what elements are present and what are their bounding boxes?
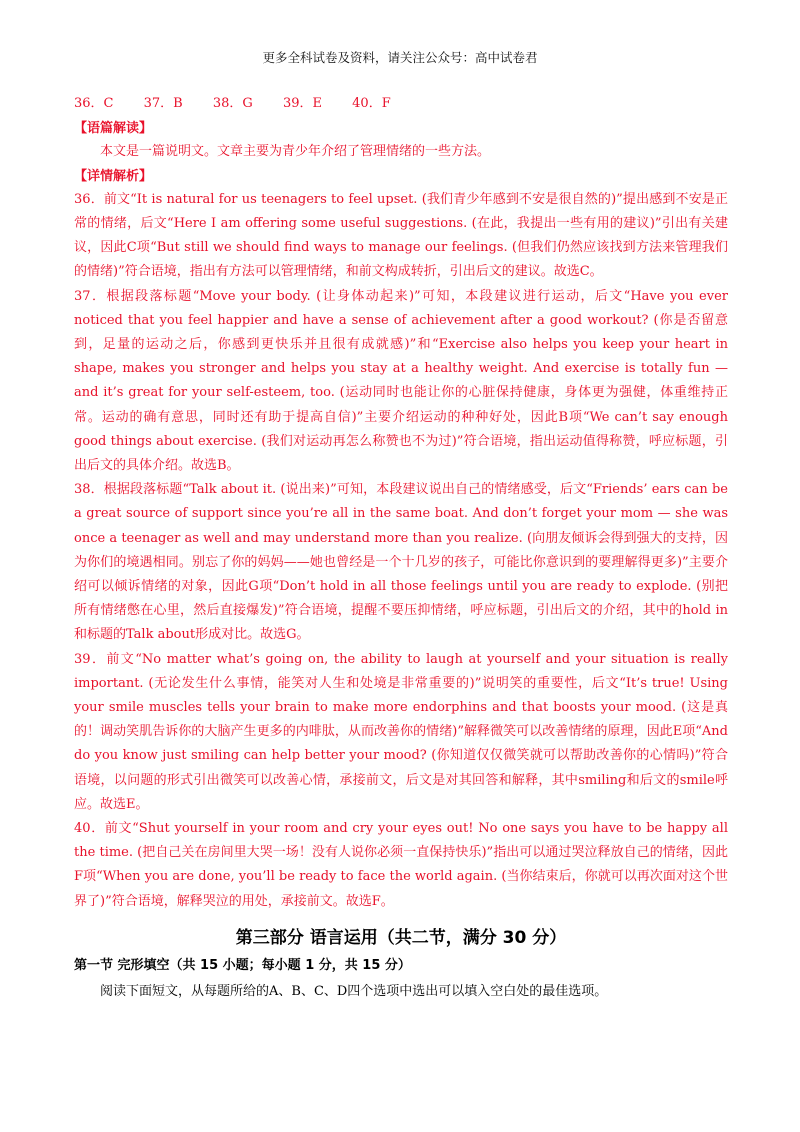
detailed-analysis-label: 【详情解析】 bbox=[74, 168, 153, 184]
answer-40: 40．F bbox=[352, 96, 391, 111]
explanation-37: 37．根据段落标题“Move your body. (让身体动起来)”可知，本段建议进行运动，后文“Have you ever noticed that you feel happier and have a sense of achievement after a good workout? (你是否留意到，足量的运动之后，你感到更快乐并且很有成就感)”和“Exercise also helps you keep your heart in shape, makes you stronger and helps you stay at a healthy weight. And exercise is totally fun — and it’s great for your self-esteem, too. (运动同时也能让你的心脏保持健康，身体更为强健，体重维持正常。运动的确有意思，同时还有助于提高自信)”主要介绍运动的种种好处，因此B项“We can’t say enough good things about exercise. (我们对运动再怎么称赞也不为过)”符合语境，指出运动值得称赞，呼应标题，引出后文的具体介绍。故选B。 bbox=[74, 288, 728, 474]
answer-37: 37．B bbox=[143, 96, 183, 111]
page-content bbox=[74, 92, 728, 1005]
page-header: 更多全科试卷及资料，请关注公众号：高中试卷君 bbox=[262, 50, 538, 65]
explanation-38: 38．根据段落标题“Talk about it. (说出来)”可知，本段建议说出自己的情绪感受，后文“Friends’ ears can be a great source of support since you’re all in the same boat. And don’t forget your mom — she was once a teenager as well and may understand more than you realize. (向朋友倾诉会得到强大的支持，因为你们的境遇相同。别忘了你的妈妈——她也曾经是一个十几岁的孩子，可能比你意识到的要理解得更多)”主要介绍可以倾诉情绪的对象，因此G项“Don’t hold in all those feelings until you are ready to explode. (别把所有情绪憋在心里，然后直接爆发)”符合语境，提醒不要压抑情绪，呼应标题，引出后文的介绍，其中的hold in和标题的Talk about形成对比。故选G。 bbox=[74, 482, 728, 643]
passage-analysis-label: 【语篇解读】 bbox=[74, 121, 153, 136]
subsection-title: 第一节 完形填空（共 15 小题；每小题 1 分，共 15 分） bbox=[74, 957, 411, 973]
answer-key bbox=[74, 92, 728, 115]
answer-38: 38．G bbox=[212, 96, 253, 111]
explanation-40: 40．前文“Shut yourself in your room and cry your eyes out! No one says you have to be happy all the time. (把自己关在房间里大哭一场！没有人说你必须一直保持快乐)”指出可以通过哭泣释放自己的情绪，因此F项“When you are done, you’ll be ready to face the world again. (当你结束后，你就可以再次面对这个世界了)”符合语境，解释哭泣的用处，承接前文。故选F。 bbox=[74, 821, 728, 909]
answer-39: 39．E bbox=[282, 96, 323, 111]
explanation-36: 36．前文“It is natural for us teenagers to feel upset. (我们青少年感到不安是很自然的)”提出感到不安是正常的情绪，后文“Here I am offering some useful suggestions. (在此，我提出一些有用的建议)”引出有关建议，因此C项“But still we should find ways to manage our feelings. (但我们仍然应该找到方法来管理我们的情绪)”符合语境，指出有方法可以管理情绪，和前文构成转折，引出后文的建议。故选C。 bbox=[74, 191, 728, 280]
passage-summary: 本文是一篇说明文。文章主要为青少年介绍了管理情绪的一些方法。 bbox=[100, 144, 491, 160]
explanation-39: 39．前文“No matter what’s going on, the ability to laugh at yourself and your situation is really important. (无论发生什么事情，能笑对人生和处境是非常重要的)”说明笑的重要性，后文“It’s true! Using your smile muscles tells your brain to make more endorphins and that boosts your mood. (这是真的！调动笑肌告诉你的大脑产生更多的内啡肽，从而改善你的情绪)”解释微笑可以改善情绪的原理，因此E项“And do you know just smiling can help better your mood? (你知道仅仅微笑就可以帮助改善你的心情吗)”符合语境，以问题的形式引出微笑可以改善心情，承接前文，后文是对其回答和解释，其中smiling和后文的smile呼应。故选E。 bbox=[74, 651, 728, 812]
instruction-text: 阅读下面短文，从每题所给的A、B、C、D四个选项中选出可以填入空白处的最佳选项。 bbox=[100, 983, 608, 999]
part-title: 第三部分 语言运用（共二节，满分 30 分） bbox=[235, 927, 567, 948]
answer-36: 36．C bbox=[74, 96, 114, 111]
